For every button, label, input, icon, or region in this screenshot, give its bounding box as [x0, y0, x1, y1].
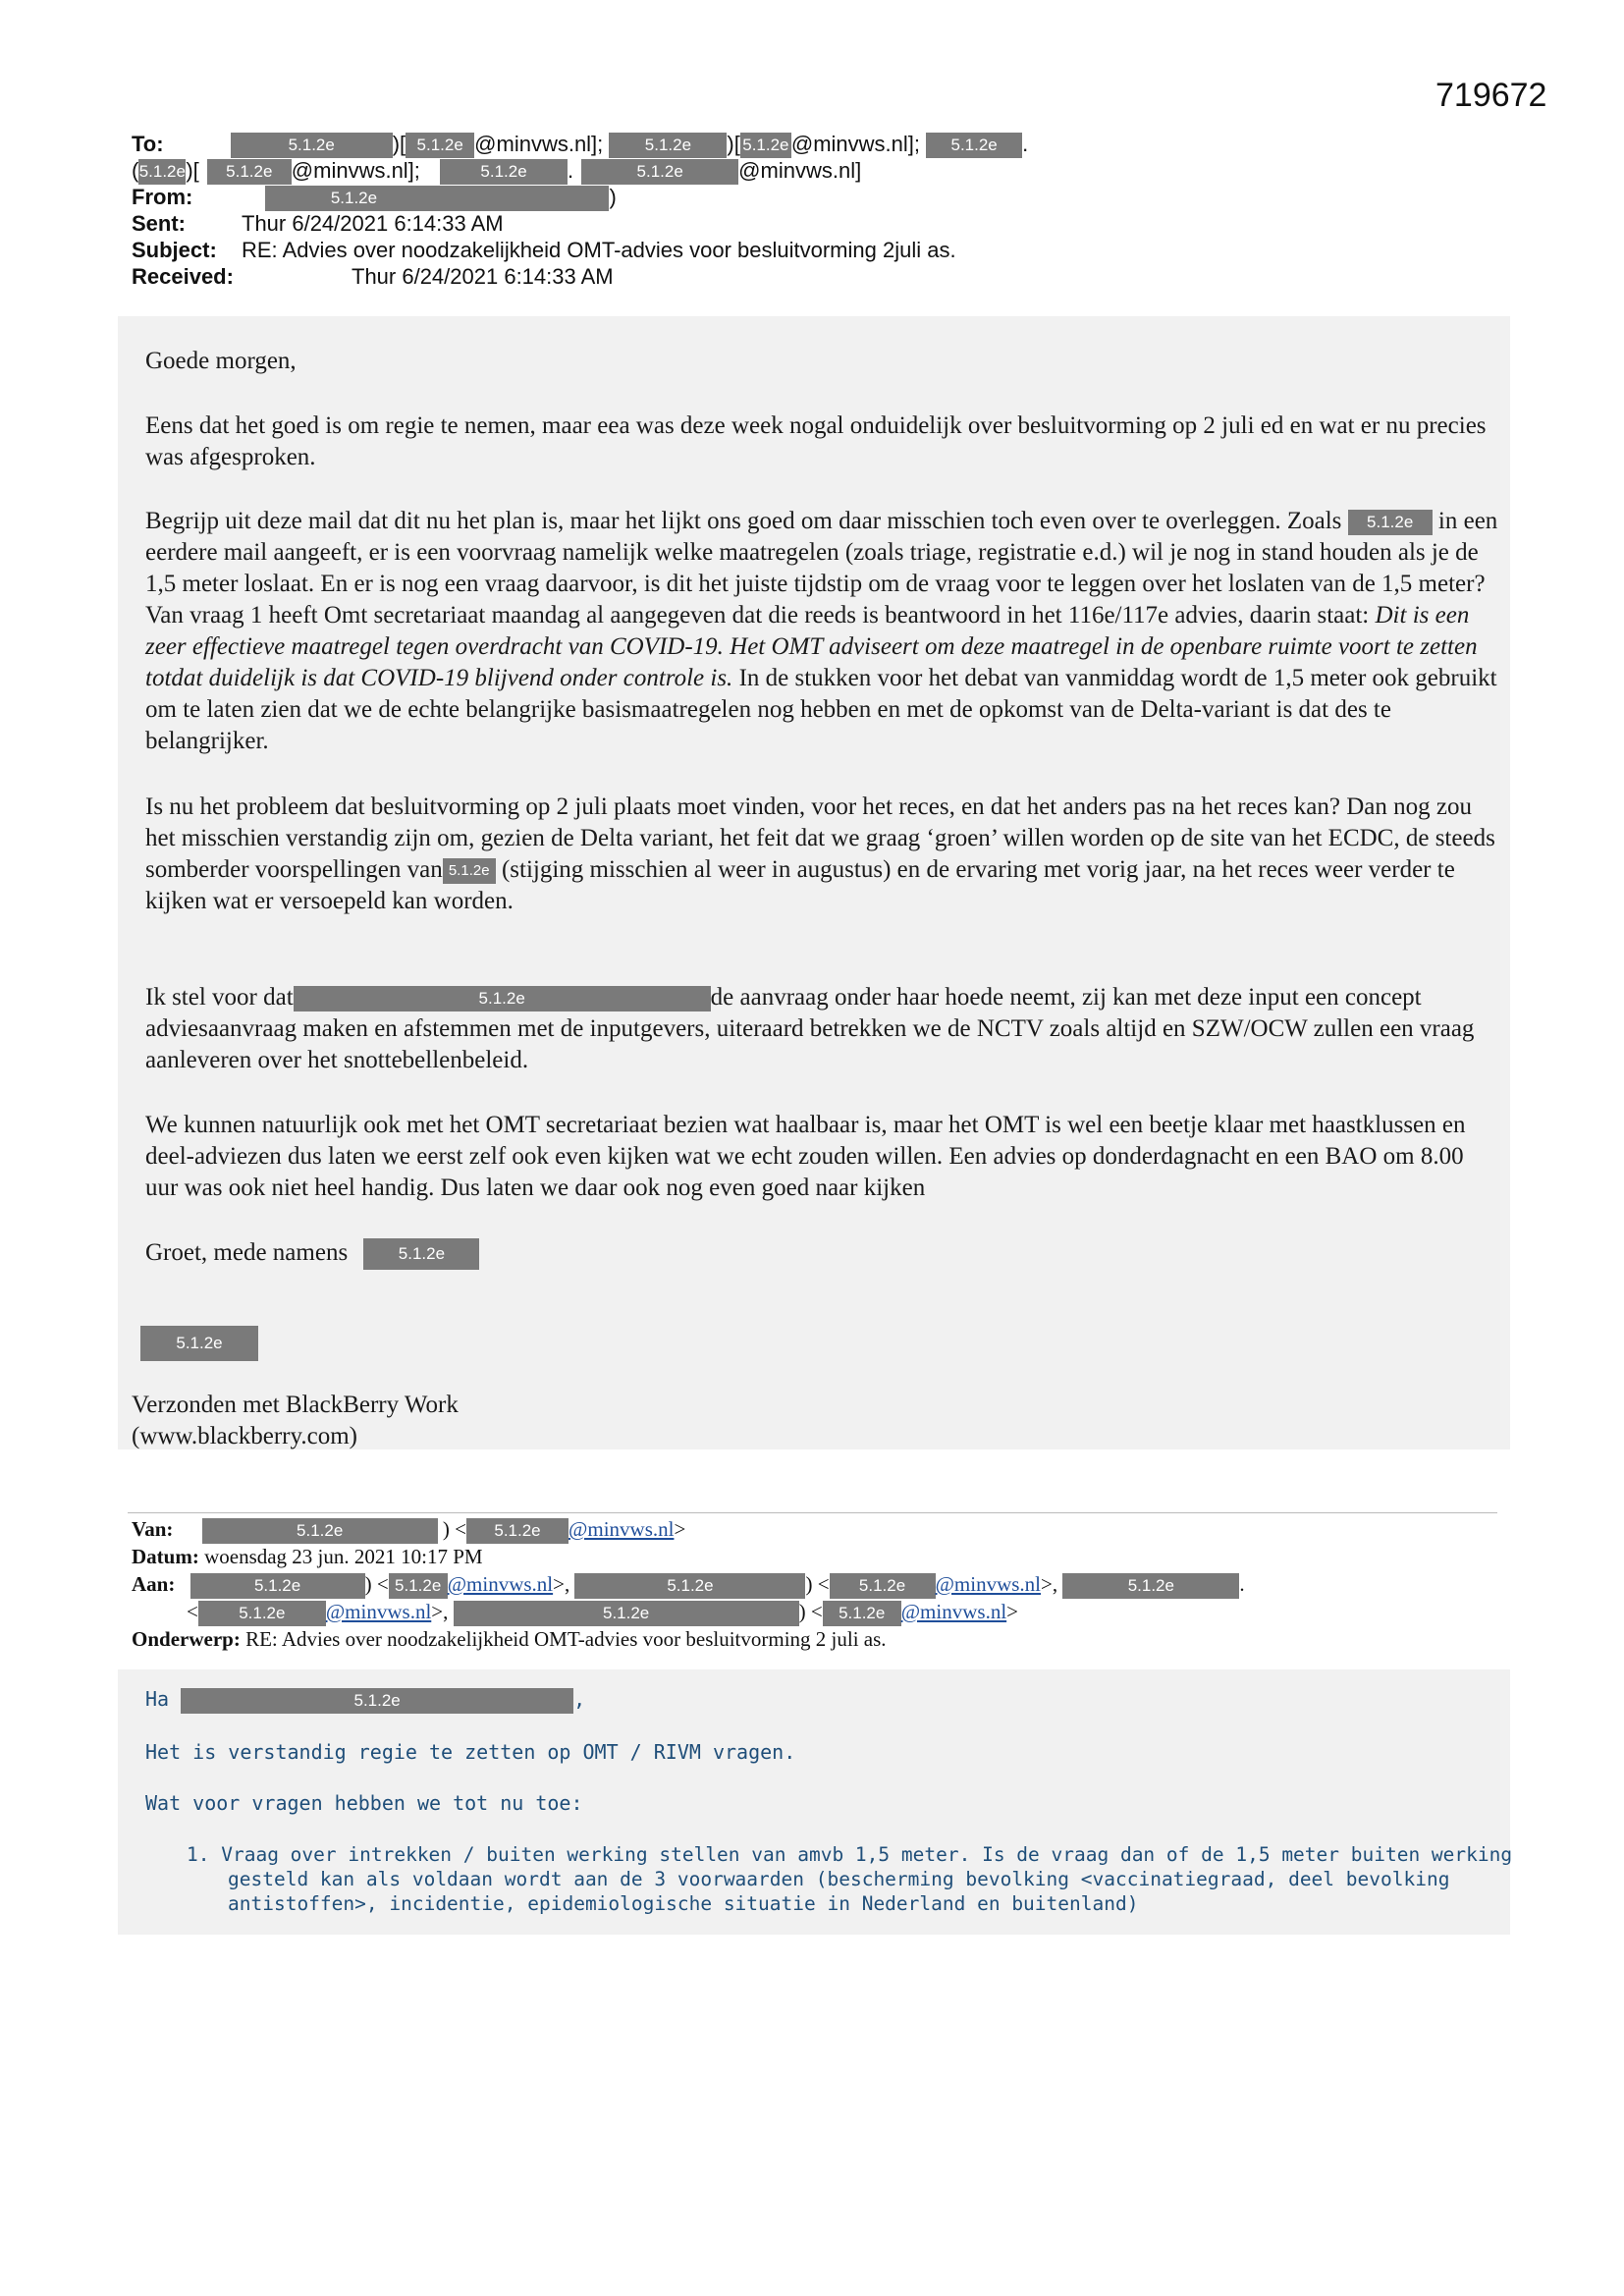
redaction: 5.1.2e [926, 133, 1022, 158]
ha-text: Ha [145, 1687, 170, 1711]
paragraph-2-text: in een eerdere mail aangeeft, er is een voorvraag namelijk welke maatregelen (zoals triage, registratie e.d.) wil je nog in stand houden als je de 1,5 meter loslaat. En er is nog een vraag daarvoor, is dit het juiste tijdstip om de vraag voor te leggen over het loslaten van de 1,5 meter? Van vraag 1 heeft Omt secretariaat maandag al aangegeven dat die reeds is beantwoord in het 116e/117e advies, daarin staat: [145, 508, 1498, 629]
onderwerp-value: RE: Advies over noodzakelijkheid OMT-advies voor besluitvorming 2 juli as. [245, 1627, 887, 1651]
to-label: To: [132, 132, 164, 156]
paragraph-5: We kunnen natuurlijk ook met het OMT secretariaat bezien wat haalbaar is, maar het OMT is wel een beetje klaar met haastklussen en deel-adviezen dus laten we eerst zelf ook even kijken wat we echt zouden willen. Een advies op donderdagnacht en een BAO om 8.00 uur was ook niet heel handig. Dus laten we daar ook nog even goed naar kijken [145, 1112, 1466, 1201]
list-item-text: Vraag over intrekken / buiten werking stellen van amvb 1,5 meter. Is de vraag dan of de 1,5 meter buiten werking [221, 1843, 1513, 1866]
subject-label: Subject: [132, 238, 217, 262]
sent-with-url: (www.blackberry.com) [132, 1423, 357, 1449]
redaction: 5.1.2e [574, 1573, 805, 1599]
paren: ) [609, 185, 617, 209]
bracket-sep: )[ [392, 132, 406, 156]
redaction: 5.1.2e [454, 1601, 799, 1626]
email-link[interactable]: @minvws.nl [900, 1600, 1007, 1623]
van-row: Van: 5.1.2e ) < 5.1.2e @minvws.nl> [132, 1515, 685, 1544]
redaction: 5.1.2e [443, 858, 496, 884]
dot: . [568, 158, 574, 183]
sent-row [132, 210, 504, 237]
paragraph-2-text: Begrijp uit deze mail dat dit nu het plan is, maar het lijkt ons goed om daar misschien toch even over te overleggen. Zoals [145, 508, 1342, 534]
email-domain: @minvws.nl] [738, 158, 862, 183]
redaction: 5.1.2e [198, 1601, 326, 1626]
paragraph-3-text: Is nu het probleem dat besluitvorming op 2 juli plaats moet vinden, voor het reces, en dat het anders pas na het reces kan? Dan nog zou het misschien verstandig zijn om, gezien de Delta variant, het feit dat we graag ‘groen’ willen worden op de site van het ECDC, de steeds somberder voorspellingen van [145, 793, 1495, 883]
paragraph-2 [145, 506, 1500, 757]
redaction: 5.1.2e [363, 1238, 479, 1270]
email-domain: @minvws.nl]; [790, 132, 921, 156]
list-number: 1. [187, 1843, 210, 1866]
onderwerp-label: Onderwerp: [132, 1627, 241, 1651]
email-link[interactable]: @minvws.nl [325, 1600, 432, 1623]
quoted-greeting: Ha 5.1.2e , [145, 1687, 585, 1714]
quoted-advice: Dit is een zeer effectieve maatregel tegen overdracht van COVID-19. Het OMT adviseert om deze maatregel in de openbare ruimte voort te zetten totdat duidelijk is dat COVID-19 blijvend onder controle is. [145, 602, 1478, 691]
closing [145, 1237, 479, 1270]
email-link[interactable]: @minvws.nl [935, 1572, 1041, 1596]
greeting: Goede morgen, [145, 348, 297, 374]
van-label: Van: [132, 1517, 174, 1541]
aan-label: Aan: [132, 1572, 176, 1596]
redaction: 5.1.2e [830, 1573, 936, 1599]
paragraph-2-text: In de stukken voor het debat van vanmiddag wordt de 1,5 meter ook gebruikt om te laten zien dat we de echte belangrijke basismaatregelen nog hebben en met de opkomst van de Delta-variant is dat des te belangrijker. [145, 665, 1497, 754]
email-link[interactable]: @minvws.nl [568, 1517, 675, 1541]
document-id: 719672 [1435, 77, 1547, 114]
paragraph-1: Eens dat het goed is om regie te nemen, maar eea was deze week nogal onduidelijk over besluitvorming op 2 juli ed en wat er nu precies was afgesproken. [145, 412, 1487, 470]
aan-row: Aan: 5.1.2e ) < 5.1.2e @minvws.nl>, 5.1.2e ) < 5.1.2e @minvws.nl>, 5.1.2e . [132, 1570, 1245, 1599]
subject-value: RE: Advies over noodzakelijkheid OMT-advies voor besluitvorming 2juli as. [242, 238, 956, 262]
bracket-sep: )[ [727, 132, 740, 156]
signature-redaction: 5.1.2e [140, 1326, 258, 1361]
quoted-line-2: Wat voor vragen hebben we tot nu toe: [145, 1791, 583, 1815]
redaction: 5.1.2e [138, 159, 186, 185]
email-domain: @minvws.nl]; [474, 132, 604, 156]
redaction-bar [442, 186, 609, 211]
to-row-2 [132, 157, 861, 185]
closing-text: Groet, mede namens [145, 1239, 349, 1266]
redaction: 5.1.2e [581, 159, 738, 185]
paragraph-3 [145, 792, 1500, 917]
redaction: 5.1.2e [190, 1573, 365, 1599]
sent-value: Thur 6/24/2021 6:14:33 AM [242, 211, 504, 236]
redaction: 5.1.2e [294, 986, 711, 1011]
from-label: From: [132, 185, 193, 209]
paren: ( [132, 158, 139, 183]
redaction: 5.1.2e [406, 133, 474, 158]
list-item-text: antistoffen>, incidentie, epidemiologische situatie in Nederland en buitenland) [228, 1892, 1139, 1915]
email-link[interactable]: @minvws.nl [447, 1572, 554, 1596]
sent-with-line: Verzonden met BlackBerry Work [132, 1392, 459, 1418]
paragraph-4-text: de aanvraag onder haar hoede neemt, zij kan met deze input een concept adviesaanvraag maken en afstemmen met de inputgevers, uiteraard betrekken we de NCTV zoals altijd en SZW/OCW zullen een vraag aanleveren over het snottebellenbeleid. [145, 984, 1475, 1073]
received-row [132, 263, 614, 290]
redaction: 5.1.2e [440, 159, 568, 185]
paragraph-3-text: (stijging misschien al weer in augustus) en de ervaring met vorig jaar, na het reces weer verder te kijken wat er versoepeld kan worden. [145, 856, 1455, 914]
datum-value: woensdag 23 jun. 2021 10:17 PM [204, 1545, 483, 1568]
redaction: 5.1.2e [1348, 510, 1433, 535]
redaction: 5.1.2e [740, 133, 791, 158]
dot: . [1022, 132, 1029, 156]
received-label: Received: [132, 264, 234, 289]
email-domain: @minvws.nl]; [291, 158, 420, 183]
redaction: 5.1.2e [231, 133, 393, 158]
datum-label: Datum: [132, 1545, 199, 1568]
from-row [132, 184, 617, 211]
quoted-line-1: Het is verstandig regie te zetten op OMT / RIVM vragen. [145, 1740, 796, 1764]
redaction: 5.1.2e [207, 159, 292, 185]
redaction: 5.1.2e [823, 1601, 901, 1626]
redaction: 5.1.2e [609, 133, 727, 158]
datum-row [132, 1543, 483, 1570]
paragraph-4-text: Ik stel voor dat [145, 984, 294, 1011]
redaction: 5.1.2e [202, 1518, 438, 1544]
to-row [132, 131, 1028, 158]
onderwerp-row [132, 1625, 887, 1653]
quoted-list-item-1 [187, 1842, 1512, 1916]
list-item-text: gesteld kan als voldaan wordt aan de 3 voorwaarden (bescherming bevolking <vaccinatiegraad, deel bevolking [228, 1868, 1450, 1890]
divider [128, 1512, 1497, 1513]
received-value: Thur 6/24/2021 6:14:33 AM [352, 264, 614, 289]
bracket-sep: )[ [186, 158, 199, 183]
redaction: 5.1.2e [181, 1688, 573, 1714]
redaction: 5.1.2e [1062, 1573, 1239, 1599]
redaction: 5.1.2e [389, 1573, 448, 1599]
redaction: 5.1.2e [466, 1518, 568, 1544]
aan-row-2: < 5.1.2e @minvws.nl>, 5.1.2e ) < 5.1.2e @minvws.nl> [132, 1598, 1018, 1626]
sent-label: Sent: [132, 211, 186, 236]
redaction: 5.1.2e [265, 186, 442, 211]
subject-row [132, 237, 956, 263]
paragraph-4 [145, 982, 1500, 1076]
